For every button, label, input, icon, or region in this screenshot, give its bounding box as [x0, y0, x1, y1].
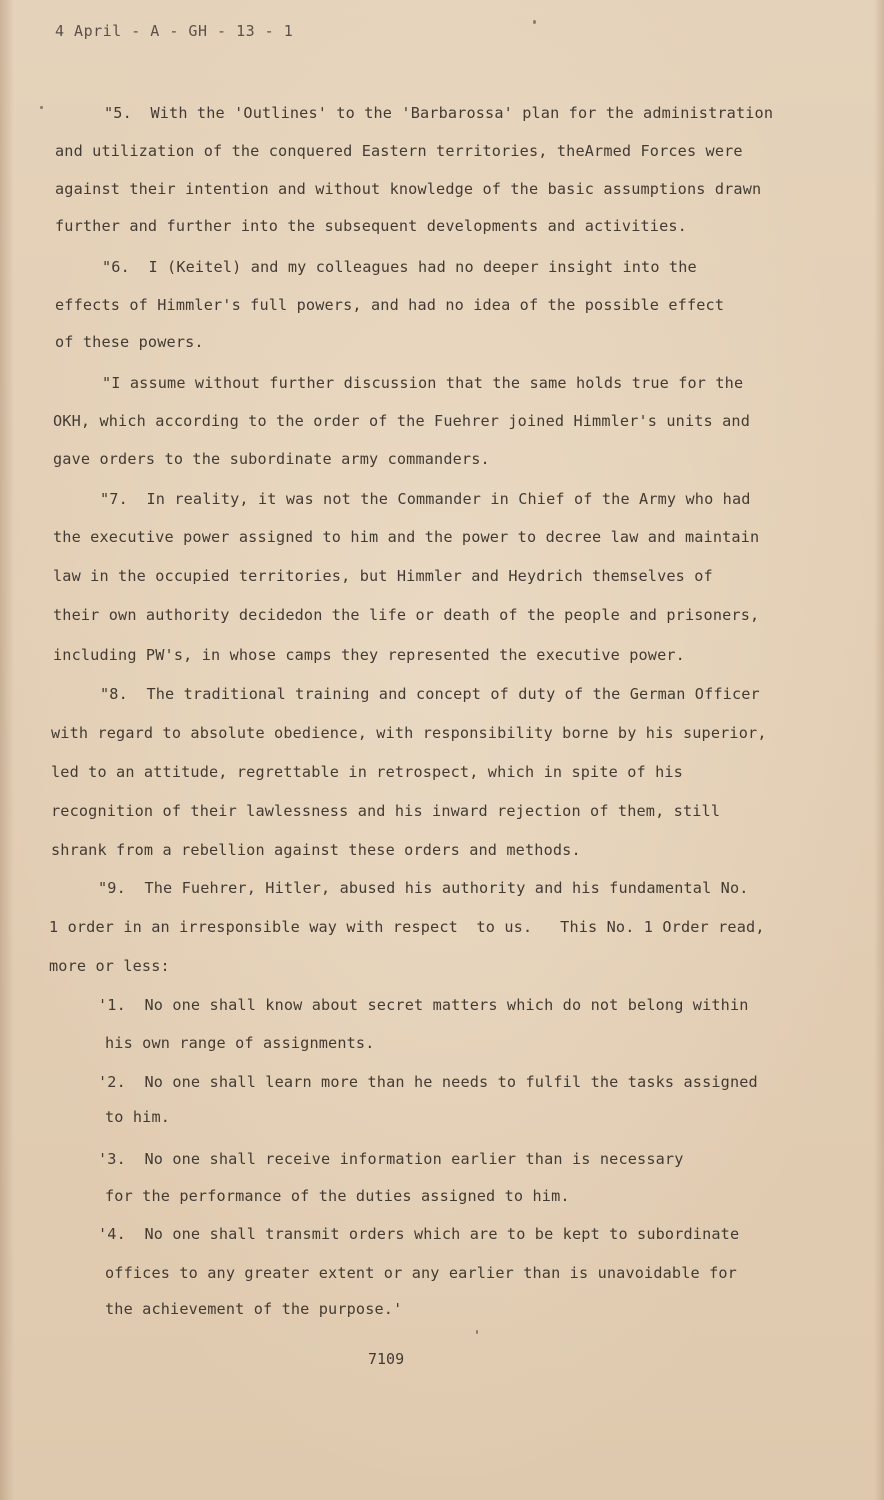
text-line: with regard to absolute obedience, with responsibility borne by his superior, [51, 724, 767, 742]
text-line: OKH, which according to the order of the Fuehrer joined Himmler's units and [53, 412, 751, 430]
text-line: led to an attitude, regrettable in retrospect, which in spite of his [51, 763, 683, 781]
page-number: 7109 [368, 1350, 405, 1368]
page-edge-shadow-right [874, 0, 884, 1500]
page-edge-shadow-left [0, 0, 14, 1500]
text-line: '4. No one shall transmit orders which are to be kept to subordinate [98, 1225, 740, 1243]
text-line: his own range of assignments. [105, 1034, 375, 1052]
text-line: further and further into the subsequent developments and activities. [55, 217, 687, 235]
text-line: and utilization of the conquered Eastern territories, theArmed Forces were [55, 142, 743, 160]
text-line: to him. [105, 1108, 171, 1126]
text-line: more or less: [49, 957, 170, 975]
document-header: 4 April - A - GH - 13 - 1 [55, 22, 294, 40]
text-line: against their intention and without knowledge of the basic assumptions drawn [55, 180, 762, 198]
text-line: "8. The traditional training and concept of duty of the German Officer [100, 685, 760, 703]
text-line: "I assume without further discussion that the same holds true for the [102, 374, 744, 392]
text-line: '2. No one shall learn more than he needs to fulfil the tasks assigned [98, 1073, 758, 1091]
paper-speck [533, 20, 536, 24]
text-line: shrank from a rebellion against these orders and methods. [51, 841, 581, 859]
paper-speck [476, 1330, 478, 1334]
text-line: "5. With the 'Outlines' to the 'Barbarossa' plan for the administration [104, 104, 774, 122]
text-line: the achievement of the purpose.' [105, 1300, 403, 1318]
text-line: "9. The Fuehrer, Hitler, abused his authority and his fundamental No. [98, 879, 749, 897]
text-line: of these powers. [55, 333, 204, 351]
text-line: recognition of their lawlessness and his inward rejection of them, still [51, 802, 721, 820]
text-line: "6. I (Keitel) and my colleagues had no deeper insight into the [102, 258, 697, 276]
text-line: 1 order in an irresponsible way with respect to us. This No. 1 Order read, [49, 918, 765, 936]
text-line: '1. No one shall know about secret matters which do not belong within [98, 996, 749, 1014]
text-line: "7. In reality, it was not the Commander in Chief of the Army who had [100, 490, 751, 508]
text-line: law in the occupied territories, but Himmler and Heydrich themselves of [53, 567, 713, 585]
text-line: offices to any greater extent or any earlier than is unavoidable for [105, 1264, 737, 1282]
text-line: including PW's, in whose camps they represented the executive power. [53, 646, 685, 664]
text-line: gave orders to the subordinate army commanders. [53, 450, 490, 468]
text-line: their own authority decidedon the life or death of the people and prisoners, [53, 606, 760, 624]
text-line: '3. No one shall receive information earlier than is necessary [98, 1150, 684, 1168]
text-line: effects of Himmler's full powers, and had no idea of the possible effect [55, 296, 725, 314]
paper-speck [40, 106, 43, 109]
text-line: for the performance of the duties assigned to him. [105, 1187, 570, 1205]
text-line: the executive power assigned to him and the power to decree law and maintain [53, 528, 760, 546]
